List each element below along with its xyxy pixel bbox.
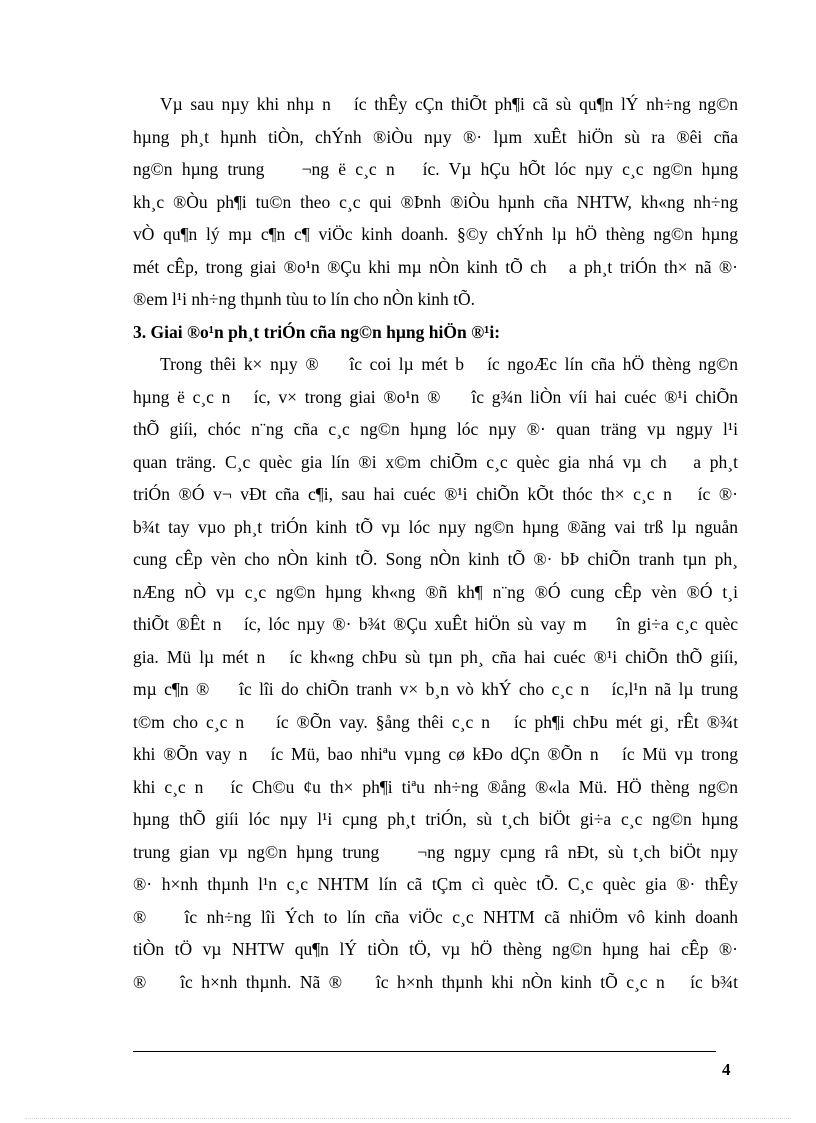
paragraph-line: mét cÊp, trong giai ®o¹n ®Çu khi mµ nÒn kinh tÕ ch a ph¸t triÓn th× nã ®· <box>133 256 738 277</box>
paragraph-line: ® îc h×nh thµnh. Nã ® îc h×nh thµnh khi nÒn kinh tÕ c¸c n íc b¾t <box>133 971 738 992</box>
paragraph-line: ®em l¹i nh÷ng thµnh tùu to lín cho nÒn kinh tÕ. <box>133 289 476 309</box>
paragraph-line: hµng thÕ giíi lóc nµy l¹i cµng ph¸t triÓn, sù t¸ch biÖt gi÷a c¸c ng©n hµng <box>133 809 738 829</box>
page-number: 4 <box>722 1060 731 1079</box>
paragraph-line: ng©n hµng trung ¬ng ë c¸c n íc. Vµ hÇu hÕt lóc nµy c¸c ng©n hµng <box>133 159 738 179</box>
paragraph-line: khi ®Õn vay n íc Mü, bao nhiªu vµng cø kÐo dÇn ®Õn n íc Mü vµ trong <box>133 744 738 764</box>
body-text <box>133 88 738 998</box>
paragraph-line: hµng ph¸t hµnh tiÒn, chÝnh ®iÒu nµy ®· lµm xuÊt hiÖn sù ra ®êi cña <box>133 126 738 147</box>
section-heading: 3. Giai ®o¹n ph¸t triÓn cña ng©n hµng hiÖn ®¹i: <box>133 321 501 342</box>
paragraph-line: ® îc nh÷ng lîi Ých to lín cña viÖc c¸c NHTM cã nhiÖm vô kinh doanh <box>133 906 738 927</box>
paragraph-line: trung gian vµ ng©n hµng trung ¬ng ngµy cµng râ nÐt, sù t¸ch biÖt nµy <box>133 841 738 862</box>
paragraph-line: t©m cho c¸c n íc ®Õn vay. §ång thêi c¸c n íc ph¶i chÞu mét gi¸ rÊt ®¾t <box>133 711 738 732</box>
paragraph-line: nÆng nÒ vµ c¸c ng©n hµng kh«ng ®ñ kh¶ n¨ng ®Ó cung cÊp vèn ®Ó t¸i <box>133 581 738 602</box>
page-bottom-border <box>25 1118 791 1119</box>
paragraph-line: Trong thêi k× nµy ® îc coi lµ mét b íc ngoÆc lín cña hÖ thèng ng©n <box>160 354 738 374</box>
paragraph-line: triÓn ®Ó v¬ vÐt cña c¶i, sau hai cuéc ®¹i chiÕn kÕt thóc th× c¸c n íc ®· <box>133 484 738 504</box>
paragraph-line: quan träng. C¸c quèc gia lín ®i x©m chiÕm c¸c quèc gia nhá vµ ch a ph¸t <box>133 451 738 472</box>
paragraph-line: mµ c¶n ® îc lîi do chiÕn tranh v× b¸n vò khÝ cho c¸c n íc,l¹n nã lµ trung <box>133 679 738 699</box>
paragraph-line: khi c¸c n íc Ch©u ¢u th× ph¶i tiªu nh÷ng ®ång ®«la Mü. HÖ thèng ng©n <box>133 776 738 797</box>
paragraph-line: thiÕt ®Êt n íc, lóc nµy ®· b¾t ®Çu xuÊt hiÖn sù vay m în gi÷a c¸c quèc <box>133 614 738 634</box>
paragraph-line: kh¸c ®Òu ph¶i tu©n theo c¸c qui ®Þnh ®iÒu hµnh cña NHTW, kh«ng nh÷ng <box>133 191 738 212</box>
paragraph-line: tiÒn tÖ vµ NHTW qu¶n lÝ tiÒn tÖ, vµ hÖ thèng ng©n hµng hai cÊp ®· <box>133 939 738 959</box>
paragraph-line: ®· h×nh thµnh l¹n c¸c NHTM lín cã tÇm cì quèc tÕ. C¸c quèc gia ®· thÊy <box>133 874 738 894</box>
paragraph-line: Vµ sau nµy khi nhµ n íc thÊy cÇn thiÕt ph¶i cã sù qu¶n lÝ nh÷ng ng©n <box>160 94 738 114</box>
paragraph-line: gia. Mü lµ mét n íc kh«ng chÞu sù tµn ph¸ cña hai cuéc ®¹i chiÕn thÕ giíi, <box>133 646 738 667</box>
paragraph-line: b¾t tay vµo ph¸t triÓn kinh tÕ vµ lóc nµy ng©n hµng ®ãng vai trß lµ nguån <box>133 516 738 537</box>
paragraph-line: hµng ë c¸c n íc, v× trong giai ®o¹n ® îc g¾n liÒn víi hai cuéc ®¹i chiÕn <box>133 386 738 407</box>
paragraph-line: cung cÊp vèn cho nÒn kinh tÕ. Song nÒn kinh tÕ ®· bÞ chiÕn tranh tµn ph¸ <box>133 549 738 569</box>
paragraph-line: thÕ giíi, chóc n¨ng cña c¸c ng©n hµng lóc nµy ®· quan träng vµ ngµy l¹i <box>133 419 738 439</box>
footer-divider <box>133 1051 716 1052</box>
paragraph-line: vÒ qu¶n lý mµ c¶n c¶ viÖc kinh doanh. §©y chÝnh lµ hÖ thèng ng©n hµng <box>133 224 738 244</box>
